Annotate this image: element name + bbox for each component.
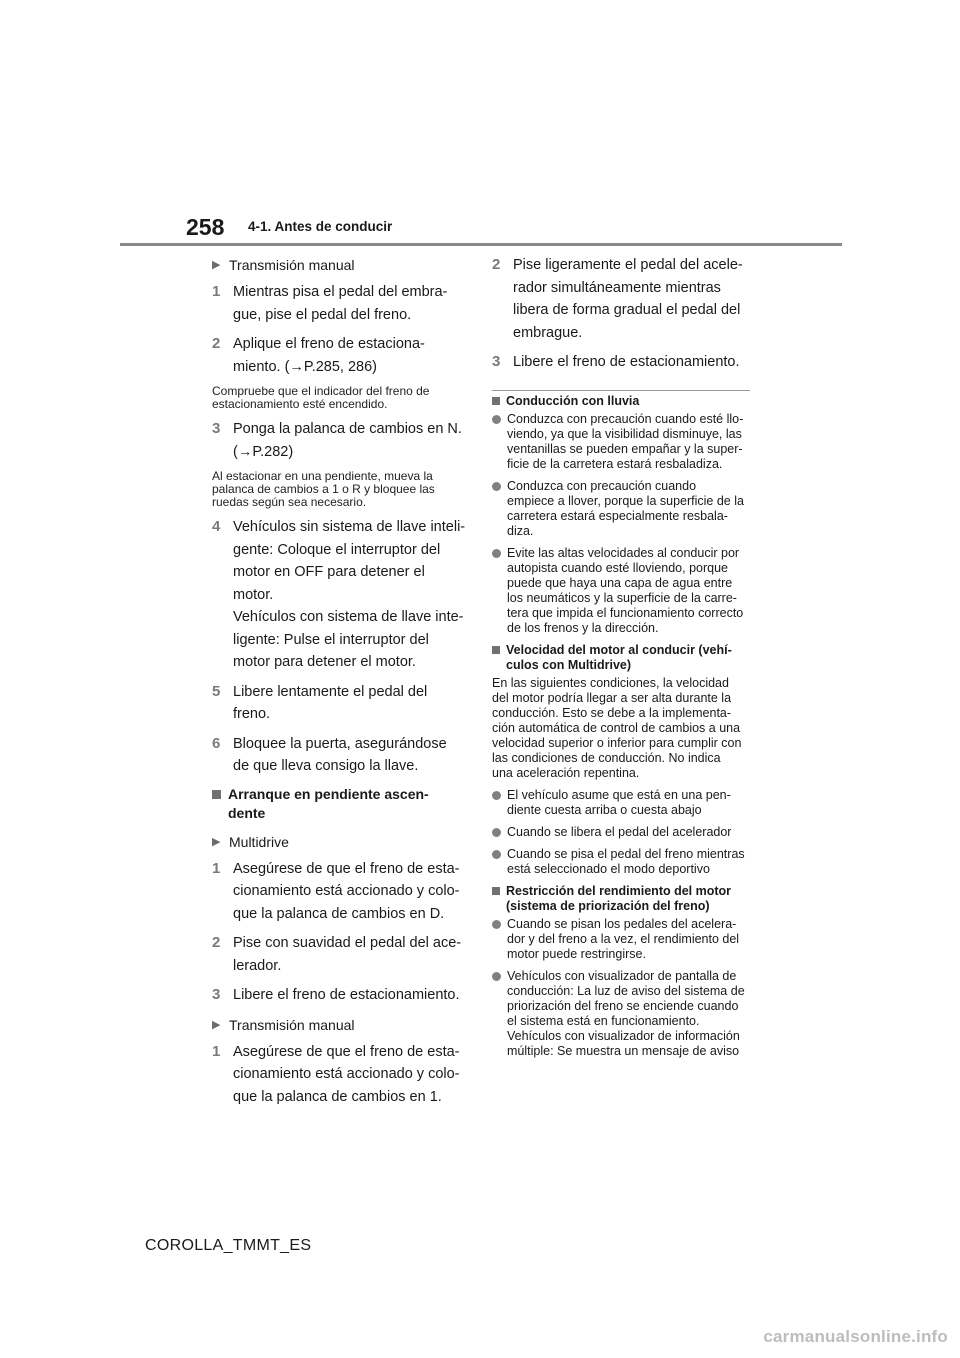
step-text bbox=[233, 681, 470, 726]
text-line: gente: Coloque el interruptor del bbox=[233, 541, 441, 558]
step-number: 2 bbox=[212, 934, 221, 951]
step-item bbox=[212, 733, 470, 778]
text-line: ventanillas se pueden empañar y la super- bbox=[507, 441, 743, 456]
text-line: que la palanca de cambios en D. bbox=[233, 905, 445, 922]
bullet-item bbox=[492, 788, 750, 818]
step-text bbox=[233, 281, 470, 326]
circle-bullet-icon bbox=[492, 482, 501, 491]
manual2-steps bbox=[212, 1041, 470, 1109]
text-line: Bloquee la puerta, asegurándose bbox=[233, 735, 447, 752]
text-line: El vehículo asume que está en una pen- bbox=[507, 787, 731, 802]
text-line: está seleccionado el modo deportivo bbox=[507, 861, 710, 876]
text-line: embrague. bbox=[513, 324, 583, 341]
text-line: diente cuesta arriba o cuesta abajo bbox=[507, 802, 702, 817]
note-parking-indicator bbox=[212, 385, 470, 411]
text-line: carretera estará especialmente resbala- bbox=[507, 508, 728, 523]
text-line: libera de forma gradual el pedal del bbox=[513, 302, 741, 318]
restrict-bullets bbox=[492, 917, 750, 1059]
step-item bbox=[212, 1041, 470, 1109]
text-line: Asegúrese de que el freno de esta- bbox=[233, 860, 460, 877]
text-line: Al estacionar en una pendiente, mueva la bbox=[212, 469, 433, 483]
text-line: dente bbox=[228, 804, 266, 821]
text-line: Arranque en pendiente ascen- bbox=[228, 785, 429, 802]
text-line: Libere lentamente el pedal del bbox=[233, 683, 428, 700]
text-line: Pise ligeramente el pedal del acele- bbox=[513, 257, 743, 273]
text-line: Vehículos sin sistema de llave inteli- bbox=[233, 519, 466, 535]
text-line: múltiple: Se muestra un mensaje de aviso bbox=[507, 1043, 740, 1058]
step-text bbox=[233, 932, 470, 977]
triangle-right-icon: ▶ bbox=[212, 835, 221, 848]
step-item bbox=[492, 351, 750, 374]
text-line: viendo, ya que la visibilidad disminuye, las bbox=[507, 426, 742, 441]
step-number: 5 bbox=[212, 682, 221, 700]
right-steps bbox=[492, 254, 750, 374]
subhead-manual-transmission-2: ▶ Transmisión manual bbox=[212, 1014, 470, 1036]
text-line: el sistema está en funcionamiento. bbox=[507, 1013, 700, 1028]
text-line: (sistema de priorización del freno) bbox=[506, 898, 710, 913]
step-text bbox=[233, 1041, 470, 1109]
text-line: Vehículos con visualizador de información bbox=[507, 1028, 740, 1043]
text-line: (→P.282) bbox=[233, 443, 294, 460]
step-item bbox=[212, 984, 470, 1007]
text-line: puede que haya una capa de agua entre bbox=[507, 575, 733, 590]
text-line: estacionamiento esté encendido. bbox=[212, 397, 388, 411]
text-line: priorización del freno se enciende cuando bbox=[507, 998, 739, 1013]
circle-bullet-icon bbox=[492, 415, 501, 424]
text-line: motor en OFF para detener el bbox=[233, 564, 425, 580]
text-line: Cuando se libera el pedal del acelerador bbox=[507, 824, 732, 839]
step-text bbox=[233, 333, 470, 378]
heading-rain bbox=[492, 394, 750, 409]
step-text bbox=[233, 418, 470, 463]
text-line: motor. bbox=[233, 586, 274, 603]
step-number: 3 bbox=[212, 986, 221, 1003]
step-number: 1 bbox=[212, 283, 221, 300]
text-line: Compruebe que el indicador del freno de bbox=[212, 384, 430, 398]
text-line: Restricción del rendimiento del motor bbox=[506, 883, 732, 898]
text-line: Conduzca con precaución cuando bbox=[507, 478, 697, 493]
text-line: conducción: La luz de aviso del sistema de bbox=[507, 983, 745, 998]
subhead-manual-transmission: ▶ Transmisión manual bbox=[212, 254, 470, 276]
text-line: las condiciones de conducción. No indica bbox=[492, 750, 721, 765]
text-line: ficie de la carretera estará resbaladiza. bbox=[507, 456, 723, 471]
note-slope bbox=[212, 470, 470, 509]
step-item bbox=[492, 254, 750, 344]
square-bullet-icon bbox=[492, 397, 500, 405]
text-line: que la palanca de cambios en 1. bbox=[233, 1088, 442, 1105]
bullet-item bbox=[492, 847, 750, 877]
bullet-item bbox=[492, 546, 750, 636]
circle-bullet-icon bbox=[492, 972, 501, 981]
step-item bbox=[212, 681, 470, 726]
step-number: 4 bbox=[212, 518, 221, 535]
multidrive-steps bbox=[212, 858, 470, 1007]
triangle-right-icon: ▶ bbox=[212, 1018, 221, 1031]
text-line: Ponga la palanca de cambios en N. bbox=[233, 421, 462, 437]
heading-engine-speed bbox=[492, 643, 750, 673]
text-line: miento. (→P.285, 286) bbox=[233, 358, 378, 375]
text-line: Mientras pisa el pedal del embra- bbox=[233, 284, 448, 300]
text-line: motor puede restringirse. bbox=[507, 946, 646, 961]
rain-bullets bbox=[492, 412, 750, 636]
text-line: palanca de cambios a 1 o R y bloquee las bbox=[212, 482, 435, 496]
bullet-item bbox=[492, 917, 750, 962]
heading-brake-override bbox=[492, 884, 750, 914]
text-line: Evite las altas velocidades al conducir por bbox=[507, 545, 740, 560]
text-line: ruedas según sea necesario. bbox=[212, 495, 367, 509]
square-bullet-icon bbox=[492, 887, 500, 895]
text-line: ligente: Pulse el interruptor del bbox=[233, 631, 429, 648]
text-line: Cuando se pisa el pedal del freno mientras bbox=[507, 846, 745, 861]
circle-bullet-icon bbox=[492, 850, 501, 859]
text-line: autopista cuando esté lloviendo, porque bbox=[507, 560, 728, 575]
bullet-item bbox=[492, 479, 750, 539]
text-line: Libere el freno de estacionamiento. bbox=[513, 354, 740, 370]
text-line: de que lleva consigo la llave. bbox=[233, 758, 419, 774]
step-text bbox=[233, 516, 470, 674]
text-line: Asegúrese de que el freno de esta- bbox=[233, 1043, 460, 1060]
footer-model-code: COROLLA_TMMT_ES bbox=[145, 1237, 312, 1254]
step-number: 2 bbox=[212, 335, 221, 352]
text-line: del motor podría llegar a ser alta durante la bbox=[492, 690, 732, 705]
text-line: Vehículos con sistema de llave inte- bbox=[233, 609, 464, 625]
speed-bullets bbox=[492, 788, 750, 877]
text-line: Conduzca con precaución cuando esté llo- bbox=[507, 411, 744, 426]
text-line: cionamiento está accionado y colo- bbox=[233, 1066, 460, 1082]
paragraph-engine-speed bbox=[492, 676, 750, 781]
text-line: Pise con suavidad el pedal del ace- bbox=[233, 935, 462, 951]
text-line: tera que impida el funcionamiento correcto bbox=[507, 605, 744, 620]
triangle-right-icon: ▶ bbox=[212, 259, 221, 271]
step-item bbox=[212, 858, 470, 926]
square-bullet-icon bbox=[492, 646, 500, 654]
circle-bullet-icon bbox=[492, 828, 501, 837]
step-text bbox=[513, 254, 750, 344]
text-line: empiece a llover, porque la superficie de la bbox=[507, 493, 744, 508]
text-line: diza. bbox=[507, 523, 534, 538]
text-line: motor para detener el motor. bbox=[233, 654, 416, 670]
text-line: velocidad superior o inferior para cumplir con bbox=[492, 735, 742, 750]
subhead-multidrive: ▶ Multidrive bbox=[212, 831, 470, 853]
text-line: culos con Multidrive) bbox=[506, 657, 632, 672]
step-number: 2 bbox=[492, 256, 501, 273]
step-item bbox=[212, 418, 470, 463]
text-line: lerador. bbox=[233, 957, 282, 974]
step-text bbox=[233, 858, 470, 926]
bullet-item bbox=[492, 825, 750, 840]
step-text bbox=[513, 351, 750, 374]
step-neutral bbox=[212, 418, 470, 463]
text-line: Cuando se pisan los pedales del acelera- bbox=[507, 916, 737, 931]
text-line: cionamiento está accionado y colo- bbox=[233, 883, 460, 899]
circle-bullet-icon bbox=[492, 791, 501, 800]
bullet-item bbox=[492, 969, 750, 1059]
step-item bbox=[212, 516, 470, 674]
text-line: Conducción con lluvia bbox=[506, 393, 640, 408]
step-item bbox=[212, 932, 470, 977]
text-line: Aplique el freno de estaciona- bbox=[233, 336, 425, 352]
steps-stop-engine bbox=[212, 516, 470, 778]
step-text bbox=[233, 733, 470, 778]
section-title: 4-1. Antes de conducir bbox=[248, 219, 393, 234]
text-line: Vehículos con visualizador de pantalla de bbox=[507, 968, 737, 983]
text-line: de los frenos y la dirección. bbox=[507, 620, 659, 635]
text-line: dor y del freno a la vez, el rendimiento del bbox=[507, 931, 740, 946]
section-divider bbox=[492, 390, 750, 391]
bullet-item bbox=[492, 412, 750, 472]
text-line: ción automática de control de cambios a una bbox=[492, 720, 741, 735]
step-text bbox=[233, 984, 470, 1007]
square-bullet-icon bbox=[212, 790, 221, 799]
step-number: 3 bbox=[492, 353, 501, 370]
text-line: una aceleración repentina. bbox=[492, 765, 640, 780]
text-line: rador simultáneamente mientras bbox=[513, 279, 721, 296]
manual-steps bbox=[212, 281, 470, 378]
circle-bullet-icon bbox=[492, 920, 501, 929]
page-number: 258 bbox=[186, 214, 225, 240]
text-line: Velocidad del motor al conducir (vehí- bbox=[506, 642, 732, 657]
step-number: 1 bbox=[212, 859, 221, 877]
text-line: freno. bbox=[233, 706, 271, 722]
step-number: 3 bbox=[212, 420, 221, 437]
circle-bullet-icon bbox=[492, 549, 501, 558]
text-line: los neumáticos y la superficie de la carre- bbox=[507, 590, 737, 605]
step-number: 1 bbox=[212, 1042, 221, 1060]
text-line: gue, pise el pedal del freno. bbox=[233, 306, 412, 323]
text-line: En las siguientes condiciones, la velocidad bbox=[492, 675, 729, 690]
text-line: conducción. Esto se debe a la implementa- bbox=[492, 705, 732, 720]
step-item bbox=[212, 333, 470, 378]
left-column bbox=[212, 254, 470, 1115]
step-number: 6 bbox=[212, 734, 221, 752]
header-divider bbox=[120, 243, 842, 246]
block-heading-hill-start bbox=[212, 785, 470, 823]
right-column bbox=[492, 254, 750, 1066]
step-item bbox=[212, 281, 470, 326]
text-line: Libere el freno de estacionamiento. bbox=[233, 987, 460, 1003]
watermark: carmanualsonline.info bbox=[763, 1327, 948, 1346]
